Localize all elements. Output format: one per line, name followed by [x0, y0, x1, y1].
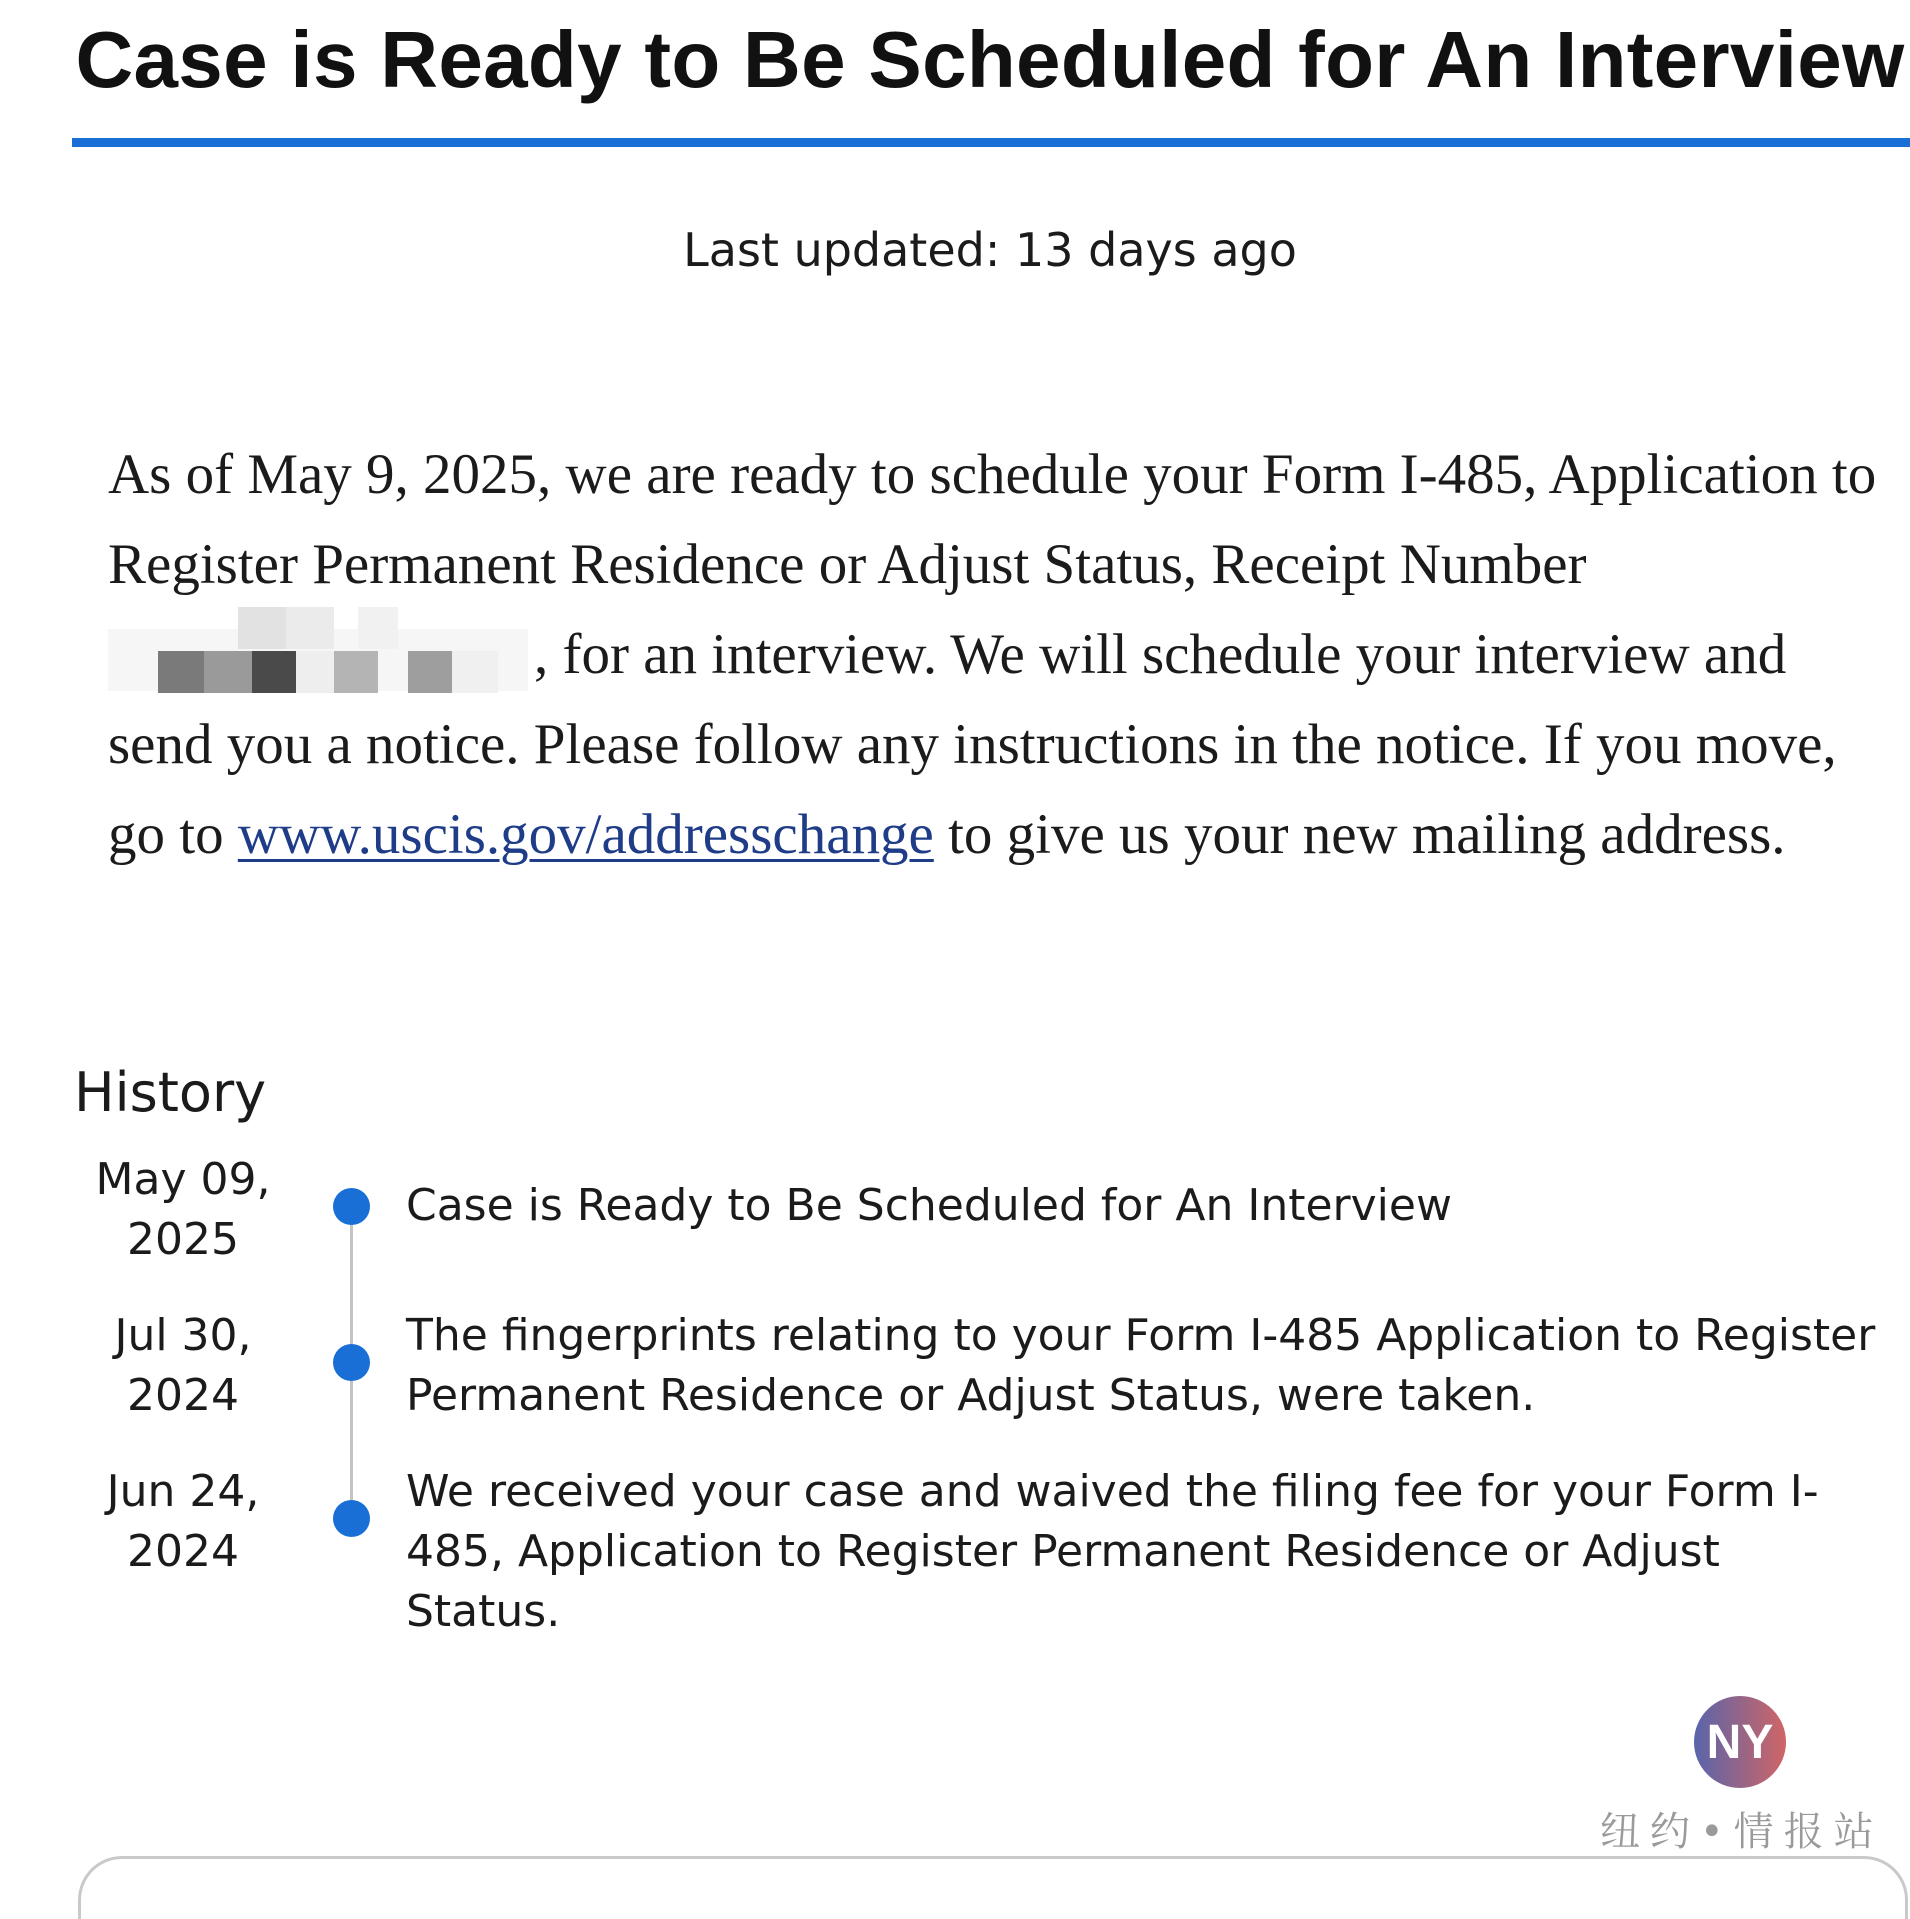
- page-title: Case is Ready to Be Scheduled for An Interview: [75, 15, 1905, 104]
- status-message: [108, 430, 1898, 880]
- history-date: May 09, 2025: [95, 1154, 271, 1265]
- watermark-logo: [1692, 1694, 1788, 1790]
- timeline-dot: [333, 1188, 370, 1225]
- history-date: Jun 24, 2024: [106, 1466, 260, 1577]
- redacted-receipt-number: [108, 629, 528, 691]
- last-updated: Last updated: 13 days ago: [683, 223, 1297, 277]
- timeline-dot: [333, 1500, 370, 1537]
- history-heading: History: [74, 1061, 267, 1124]
- history-text: Case is Ready to Be Scheduled for An Interview: [406, 1180, 1452, 1231]
- history-date: Jul 30, 2024: [114, 1310, 252, 1421]
- history-text: We received your case and waived the filing fee for your Form I-485, Application to Register Permanent Residence or Adjust Status.: [406, 1466, 1819, 1637]
- bottom-sheet-edge: [78, 1856, 1908, 1919]
- timeline-dot: [333, 1344, 370, 1381]
- status-message-part1: As of May 9, 2025, we are ready to schedule your Form I-485, Application to Register Permanent Residence or Adjust Status, Receipt Number: [108, 443, 1877, 596]
- history-text: The fingerprints relating to your Form I-485 Application to Register Permanent Residence or Adjust Status, were taken.: [406, 1310, 1876, 1421]
- watermark-text: 纽约•情报站: [1600, 1809, 1884, 1855]
- address-change-link[interactable]: www.uscis.gov/addresschange: [237, 803, 934, 866]
- status-message-part3: to give us your new mailing address.: [933, 803, 1786, 866]
- status-message-part2: , for an interview. We will schedule your interview and send you a notice. Please follow any instructions in the notice. If you move, go to: [108, 623, 1837, 866]
- svg-text:NY: NY: [1706, 1716, 1774, 1769]
- title-divider: [72, 138, 1910, 147]
